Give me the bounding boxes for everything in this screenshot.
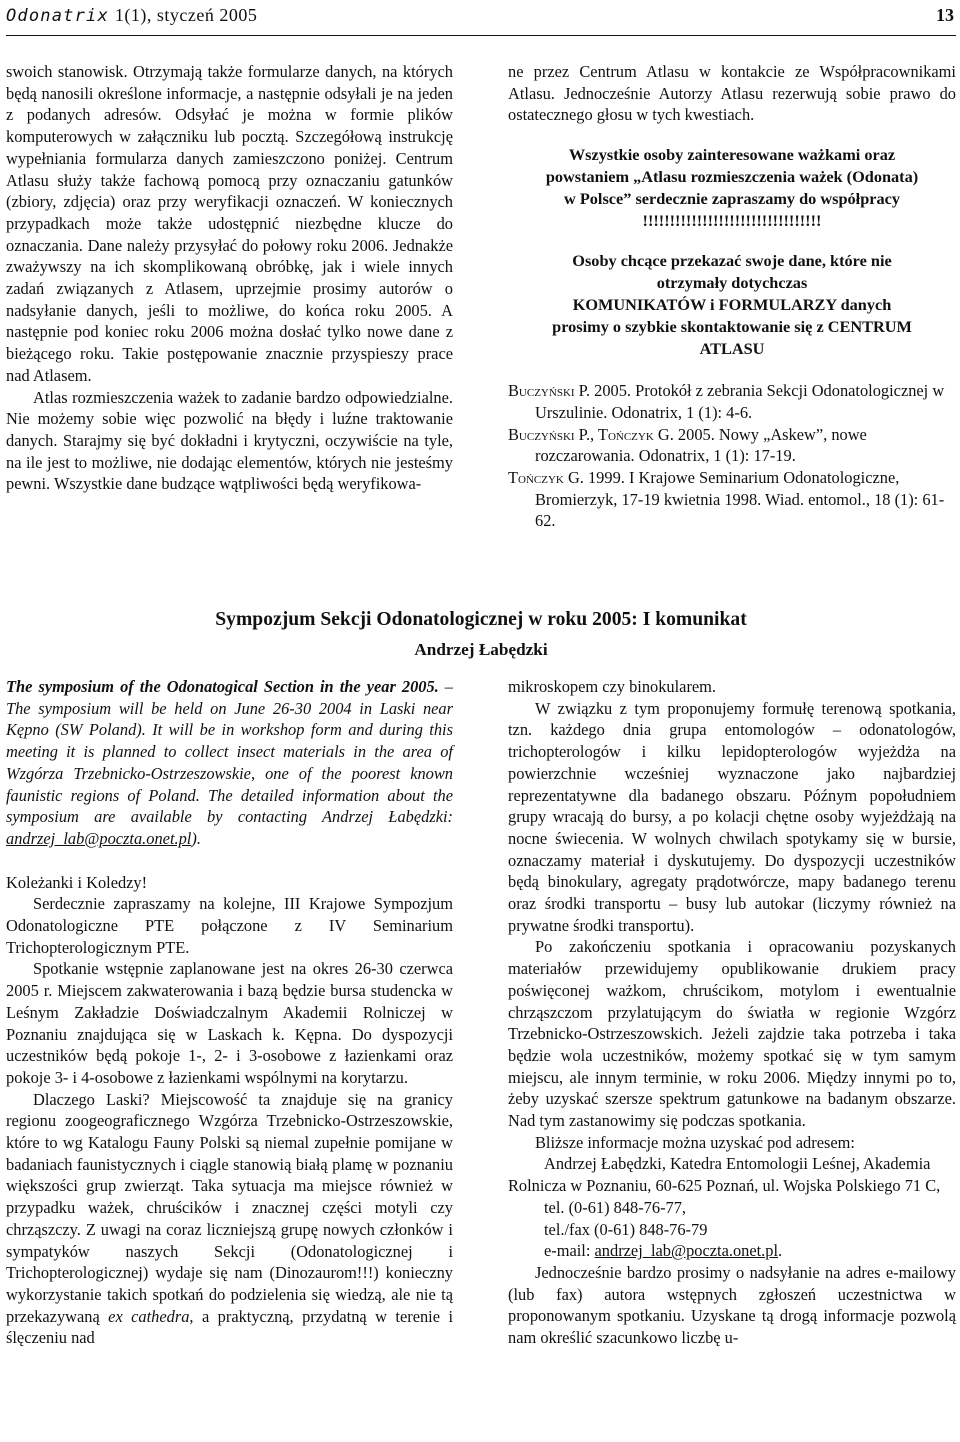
article-author: Andrzej Łabędzki (414, 640, 548, 659)
notice-line: powstaniem „Atlasu rozmieszczenia ważek (Odonata) (545, 167, 919, 187)
abstract (6, 676, 453, 850)
journal-issue: 1(1), styczeń 2005 (114, 5, 258, 25)
journal-title (6, 5, 257, 27)
abstract-email-link[interactable]: andrzej_lab@poczta.onet.pl (6, 828, 192, 848)
italic-phrase: ex cathedra (108, 1306, 190, 1326)
top-left-column (6, 61, 453, 495)
reference-author: Buczyński P., Tończyk G. (508, 424, 674, 444)
paragraph: swoich stanowisk. Otrzymają także formularze danych, na których będą nanosili określone informacje, a następnie odsyłali je na jeden z podanych adresów. Odsyłać je można w formie plików komputerowych w załączniku lub pocztą. Szczegółową instrukcję wypełniania formularza danych zamieszczono poniżej. Centrum Atlasu służy także fachową pomocą przy oznaczaniu gatunków (zbiory, zdjęcia) oraz przy weryfikacji oznaczeń. W koniecznych przypadkach może także udostępnić niezbędne klucze do oznaczania. Dane należy przysyłać do połowy roku 2006. Jednakże zważywszy na ich skomplikowaną obróbkę, jak i wiele innych zadań związanych z Atlasem, uprzejmie prosimy autorów o nadsyłanie danych, jeśli to możliwe, do końca roku 2005. A następnie pod koniec roku 2006 można dosłać tylko nowe dane z bieżącego roku. Takie postępowanie znacznie przyspieszy prace nad Atlasem. (6, 62, 453, 385)
bottom-left-column (6, 676, 453, 1349)
cooperation-notice (508, 144, 956, 232)
telephone: tel. (0-61) 848-76-77, (544, 1197, 687, 1217)
notice-line: w Polsce” serdecznie zapraszamy do współpracy (564, 189, 900, 209)
paragraph: Jednocześnie bardzo prosimy o nadsyłanie na adres e-mailowy (lub fax) autora wstępnych zgłoszeń uczestnictwa w proponowanym spotkaniu. Uzyskane tą drogą informacje pozwolą nam określić szacunkowo liczbę u- (508, 1262, 956, 1348)
contact-notice (508, 250, 956, 360)
paragraph: mikroskopem czy binokularem. (508, 677, 717, 696)
reference (508, 467, 956, 532)
greeting: Koleżanki i Koledzy! (6, 872, 148, 892)
bottom-right-column (508, 676, 956, 1349)
address: Andrzej Łabędzki, Katedra Entomologii Leśnej, Akademia Rolnicza w Poznaniu, 60-625 Poznań, ul. Wojska Polskiego 71 C, (508, 1154, 941, 1196)
abstract-body: – The symposium will be held on June 26-30 2004 in Laski near Kępno (SW Poland). It will be in workshop form and during this meeting it is planned to collect insect materials in the area of Wzgórza Trzebnicko-Ostrzeszowskie, one of the poorest known faunistic regions of Poland. The detailed information about the symposium are available by contacting Andrzej Łabędzki: (6, 677, 454, 827)
paragraph: Bliższe informacje można uzyskać pod adresem: (535, 1132, 855, 1152)
article-title: Sympozjum Sekcji Odonatologicznej w roku 2005: I komunikat (215, 609, 747, 630)
reference-text: 2005. Protokół z zebrania Sekcji Odonatologicznej w Urszulinie. Odonatrix, 1 (1): 4-6. (535, 381, 945, 422)
reference (508, 380, 956, 423)
paragraph: W związku z tym proponujemy formułę terenową spotkania, tzn. każdego dnia grupa entomologów – odonatologów, trichopterologów i kilku lepidopterologów wyjeżdża na powierzchnie wcześniej wyznaczone jako najbardziej reprezentatywne dla badanego obszaru. Późnym popołudniem grupy wracają do bursy, a po kolacji chętne osoby wyjeżdżają na nocne świecenia. W wolnych chwilach spotykamy się w bursie, oznaczamy materiał i dyskutujemy. Do dyspozycji uczestników będą binokulary, agregaty prądotwórcze, mapy badanego terenu oraz środki transportu – busy lub autokar (liczymy również na prywatne środki transportu). (508, 698, 956, 935)
paragraph: ne przez Centrum Atlasu w kontakcie ze Współpracownikami Atlasu. Jednocześnie Autorzy Atlasu rezerwują sobie prawo do ostatecznego głosu w tych kwestiach. (508, 62, 956, 125)
notice-line: prosimy o szybkie skontaktowanie się z CENTRUM (552, 317, 912, 337)
paragraph (6, 1089, 453, 1349)
paragraph: Atlas rozmieszczenia ważek to zadanie bardzo odpowiedzialne. Nie możemy sobie więc pozwolić na błędy i luźne traktowanie danych. Starajmy się być dokładni i krytyczni, oczywiście na tyle, na ile jest to możliwe, nie dodając elementów, których nie jesteśmy pewni. Wszystkie dane budzące wątpliwości będą weryfikowa- (6, 387, 453, 494)
abstract-title: The symposium of the Odonatogical Section in the year 2005. (6, 677, 439, 696)
email-line (508, 1240, 956, 1262)
email-link[interactable]: andrzej_lab@poczta.onet.pl (594, 1241, 779, 1261)
reference (508, 424, 956, 467)
paragraph-end: , a praktyczną, przydatną w terenie i ślęczeniu nad (6, 1306, 453, 1348)
notice-line: otrzymały dotychczas (656, 273, 808, 293)
notice-line: KOMUNIKATÓW i FORMULARZY danych (572, 295, 892, 315)
header-rule (6, 35, 956, 36)
running-header (6, 2, 954, 33)
reference-author: Buczyński P. (508, 381, 591, 401)
email-end: . (778, 1241, 783, 1261)
notice-line: !!!!!!!!!!!!!!!!!!!!!!!!!!!!!!!!! (642, 211, 822, 231)
notice-line: Osoby chcące przekazać swoje dane, które nie (572, 251, 892, 271)
reference-text: 2005. Nowy „Askew”, nowe rozczarowania. Odonatrix, 1 (1): 17-19. (535, 424, 867, 466)
notice-line: ATLASU (699, 339, 765, 359)
paragraph: Po zakończeniu spotkania i opracowaniu pozyskanych materiałów przewidujemy opublikowanie drukiem pracy poświęconej ważkom, chruścikom, motylom i ewentualnie chrząszczom przylatującym do światła w regionie Wzgórz Trzebnicko-Ostrzeszowskich. Jeżeli zajdzie taka potrzeba i taka będzie wola uczestników, możemy spotkać się w tym samym miejscu, ale innym terminie, w roku 2006. Między innymi po to, żeby uzyskać szersze spektrum gatunkowe na badanym obszarze. Nad tym zastanowimy się podczas spotkania. (508, 937, 956, 1131)
abstract-end: ). (191, 828, 201, 848)
paragraph: Serdecznie zapraszamy na kolejne, III Krajowe Sympozjum Odonatologiczne PTE połączone z IV Seminarium Trichopterologicznym PTE. (6, 894, 453, 957)
reference-author: Tończyk G. (508, 467, 584, 487)
reference-text: 1999. I Krajowe Seminarium Odonatologiczne, Bromierzyk, 17-19 kwietnia 1998. Wiad. entomol., 18 (1): 61-62. (535, 467, 945, 531)
top-right-column (508, 61, 956, 532)
fax: tel./fax (0-61) 848-76-79 (544, 1219, 708, 1239)
paragraph: Spotkanie wstępnie zaplanowane jest na okres 26-30 czerwca 2005 r. Miejscem zakwaterowania i bazą będzie bursa studencka w Leśnym Zakładzie Doświadczalnym Akademii Rolniczej w Poznaniu znajdująca się w Laskach k. Kępna. Do dyspozycji uczestników będą pokoje 1-, 2- i 3-osobowe z łazienkami oraz pokoje 3- i 4-osobowe z łazienkami wspólnymi na korytarzu. (6, 959, 453, 1087)
paragraph-text: Dlaczego Laski? Miejscowość ta znajduje się na granicy regionu zoogeograficznego Wzgórza Trzebnicko-Ostrzeszowskie, które to wg Katalogu Fauny Polski są niemal zupełnie pomijane w badaniach faunistycznych i ciągle stanowią białą plamę w poznaniu większości grup zwierząt. Taka sytuacja ma miejsce również w przypadku ważek, chruścików i znacznej części motyli czy chrząszczy. Z uwagi na coraz liczniejszą grupę nowych członków i sympatyków naszych Sekcji (Odonatologicznej i Trichopterologicznej) wydaje się nam (Dinozaurom!!!) konieczny wykorzystanie takich spotkań do podzielenia się wiedzą, ale nie tą przekazywaną (6, 1089, 453, 1326)
references (508, 380, 956, 532)
notice-line: Wszystkie osoby zainteresowane ważkami oraz (568, 145, 896, 165)
journal-name: Odonatrix (6, 6, 109, 26)
email-label: e-mail: (544, 1241, 595, 1261)
page-number: 13 (936, 5, 954, 25)
